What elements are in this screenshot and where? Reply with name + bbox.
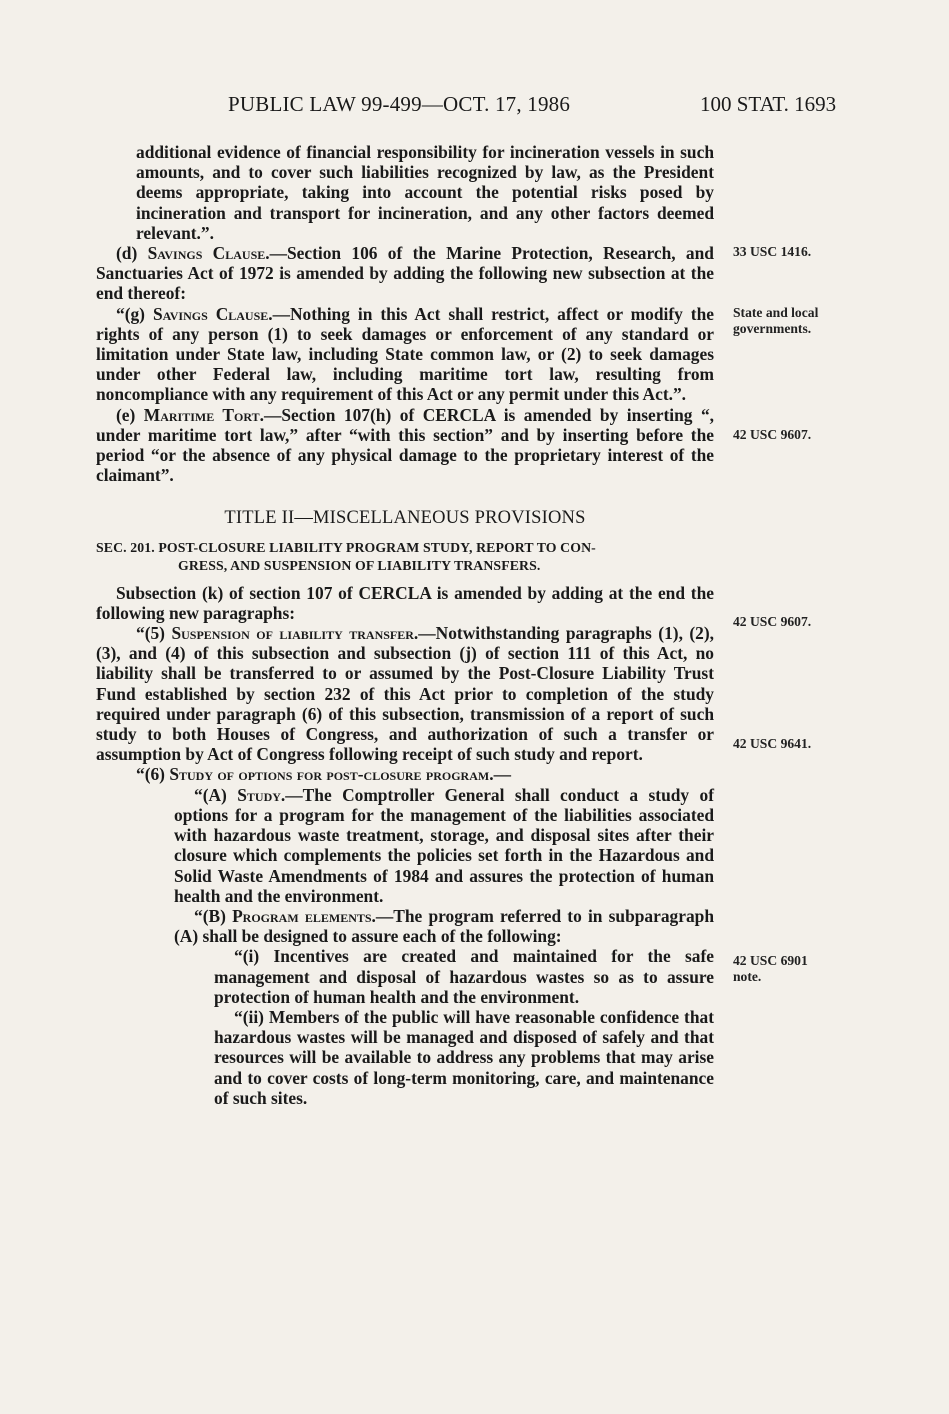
page-header [0,92,949,124]
statute-page-number: 100 STAT. 1693 [700,92,837,116]
margin-note-citation: 42 USC 9641. [733,736,812,751]
paragraph-study-options [96,764,714,784]
para-text: —The Comptroller General shall conduct a study of options for a program for the management of the liabilities associated with hazardous waste treatment, storage, and disposal sites after their closure which complements the policies set forth in the Hazardous and Solid Waste Amendments of 1984 and assures the protection of human health and the environment. [174,784,714,906]
para-lead: (d) [116,243,148,264]
para-heading: Maritime Tort. [143,404,264,425]
para-text: —Section 107(h) of CERCLA is amended by inserting “, under maritime tort law,” after “with this section” and by inserting before the period “or the absence of any physical damage to the proprietary interest of the claimant”. [96,404,715,486]
running-title: PUBLIC LAW 99-499—OCT. 17, 1986 [228,92,571,116]
paragraph-study-a [96,785,714,906]
para-lead: (e) [116,404,144,425]
margin-note-citation: 33 USC 1416. [733,244,812,259]
para-heading: Program elements. [232,905,376,926]
para-heading: Study of options for post-closure program. [169,764,494,785]
para-text: — [493,764,511,785]
para-text: —The program referred to in subparagraph (A) shall be designed to assure each of the following: [174,905,714,947]
paragraph-incineration: additional evidence of financial responsibility for incineration vessels in such amounts, and to cover such liabilities recognized by law, as the President deems appropriate, taking into account the potential risks posed by incineration and transport for incineration, and any other factors deemed relevant.”. [136,142,714,243]
section-heading [96,539,714,575]
paragraph-savings-clause-g [96,304,714,405]
para-lead: “(B) [194,905,233,926]
section-heading-line-2: GRESS, AND SUSPENSION OF LIABILITY TRANSFERS. [178,557,541,573]
para-text: —Notwithstanding paragraphs (1), (2), (3), and (4) of this subsection and subsection (j) of section 111 of this Act, no liability shall be transferred to or assumed by the Post-Closure Liability Trust Fund established by section 232 of this Act prior to completion of the study required under paragraph (6) of this subsection, transmission of a report of such study to both Houses of Congress, and authorization of such a transfer or assumption by Act of Congress following receipt of such study and report. [96,623,715,765]
paragraph-public-confidence-ii: “(ii) Members of the public will have reasonable confidence that hazardous wastes will be managed and disposed of safely and that resources will be available to address any problems that may arise and to cover costs of long-term monitoring, care, and maintenance of such sites. [214,1006,714,1108]
para-text: —Nothing in this Act shall restrict, affect or modify the rights of any person (1) to seek damages or enforcement of any standard or limitation under State law, including State common law, or (2) to seek damages under other Federal law, including maritime tort law, resulting from noncompliance with any requirement of this Act or any permit under this Act.”. [96,303,714,405]
margin-note-state-local: State and local governments. [733,305,819,336]
text-body [96,142,714,1108]
para-heading: Suspension of liability transfer. [171,623,419,644]
paragraph-savings-clause-d [96,243,714,304]
paragraph-program-elements-b [96,906,714,946]
margin-note-citation: 42 USC 9607. [733,614,812,629]
section-heading-line-1: SEC. 201. POST-CLOSURE LIABILITY PROGRAM STUDY, REPORT TO CON- [96,539,596,555]
margin-note-citation: 42 USC 6901 note. [733,953,808,984]
para-lead: “(6) [136,764,170,785]
para-heading: Study. [237,784,286,805]
para-heading: Savings Clause. [152,303,273,324]
paragraph-subsection-k: Subsection (k) of section 107 of CERCLA is amended by adding at the end the following new paragraphs: [96,582,714,623]
para-lead: “(g) [116,303,153,324]
para-lead: “(A) [194,784,238,805]
paragraph-maritime-tort [96,405,714,486]
paragraph-suspension [96,623,714,764]
title-heading: TITLE II—MISCELLANEOUS PROVISIONS [224,508,586,529]
margin-note-citation: 42 USC 9607. [733,427,812,442]
para-lead: “(5) [136,623,172,644]
para-heading: Savings Clause. [147,243,270,264]
paragraph-incentives-i: “(i) Incentives are created and maintained for the safe management and disposal of hazardous wastes so as to assure protection of human health and the environment. [214,946,714,1007]
para-text: —Section 106 of the Marine Protection, Research, and Sanctuaries Act of 1972 is amended by adding the following new subsection at the end thereof: [96,243,714,304]
